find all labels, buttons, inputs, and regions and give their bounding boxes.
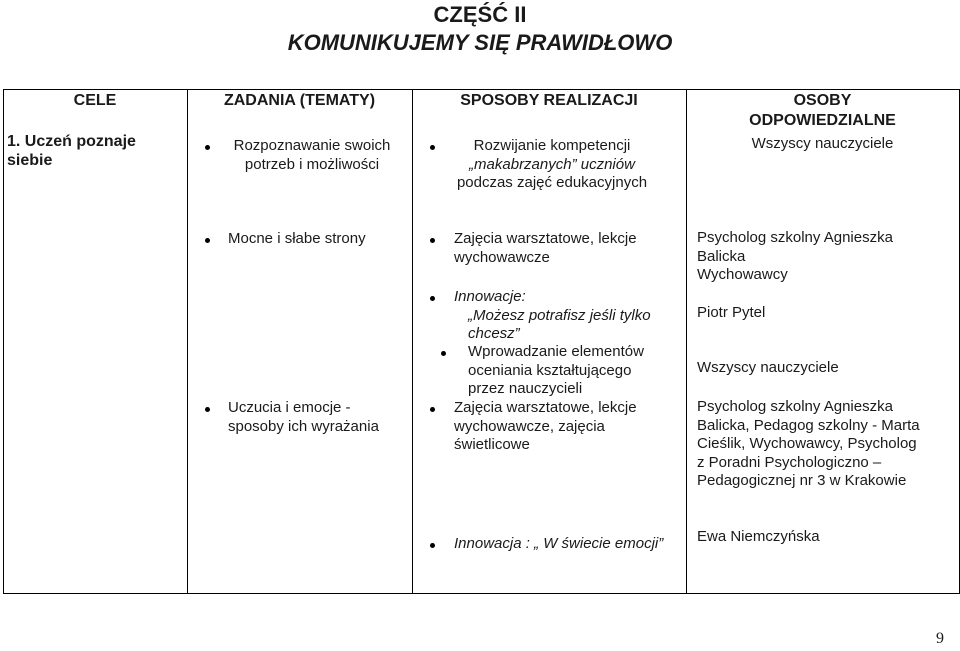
page-number: 9 [936,630,944,647]
bullet [205,407,210,412]
task-item: Mocne i słabe strony [228,230,366,247]
bullet [430,296,435,301]
column-divider [412,89,413,594]
column-divider [686,89,687,594]
page-title: CZĘŚĆ II [433,2,527,27]
column-divider [187,89,188,594]
task-item: Rozpoznawanie swoich potrzeb i możliwości [233,137,391,173]
method-item: Rozwijanie kompetencji „makabrzanych” uczniów podczas zajęć edukacyjnych [456,137,648,191]
bullet [205,238,210,243]
person-item: Piotr Pytel [697,304,766,321]
bullet [205,145,210,150]
person-item: Psycholog szkolny Agnieszka Balicka, Pedagog szkolny - Marta Cieślik, Wychowawcy, Psycholog z Poradni Psychologiczno – Pedagogicznej nr 3 w Krakowie [697,398,920,489]
person-item: Wszyscy nauczyciele [697,359,839,376]
person-item: Ewa Niemczyńska [697,528,820,545]
bullet [441,351,446,356]
page-subtitle: KOMUNIKUJEMY SIĘ PRAWIDŁOWO [287,30,673,55]
table-top-border [3,89,960,90]
bullet [430,145,435,150]
person-item: Psycholog szkolny Agnieszka Balicka Wychowawcy [697,229,893,283]
header-odpowiedzialne: ODPOWIEDZIALNE [749,112,896,129]
table-bottom-border [3,593,960,594]
method-item: Innowacje: „Możesz potrafisz jeśli tylko chcesz” [454,288,651,342]
method-item: Zajęcia warsztatowe, lekcje wychowawcze [454,230,637,266]
bullet [430,238,435,243]
method-item: Wprowadzanie elementów oceniania kształtującego przez nauczycieli [468,343,644,397]
header-cele: CELE [73,92,117,109]
task-item: Uczucia i emocje - sposoby ich wyrażania [228,399,379,435]
person-item: Wszyscy nauczyciele [751,135,894,152]
table-left-border [3,89,4,594]
header-sposoby: SPOSOBY REALIZACJI [460,92,638,109]
bullet [430,543,435,548]
header-zadania: ZADANIA (TEMATY) [223,92,376,109]
bullet [430,407,435,412]
header-osoby: OSOBY [793,92,852,109]
method-item: Zajęcia warsztatowe, lekcje wychowawcze, zajęcia świetlicowe [454,399,637,453]
goal-text: 1. Uczeń poznaje siebie [7,133,136,169]
method-item: Innowacja : „ W świecie emocji” [454,535,664,552]
